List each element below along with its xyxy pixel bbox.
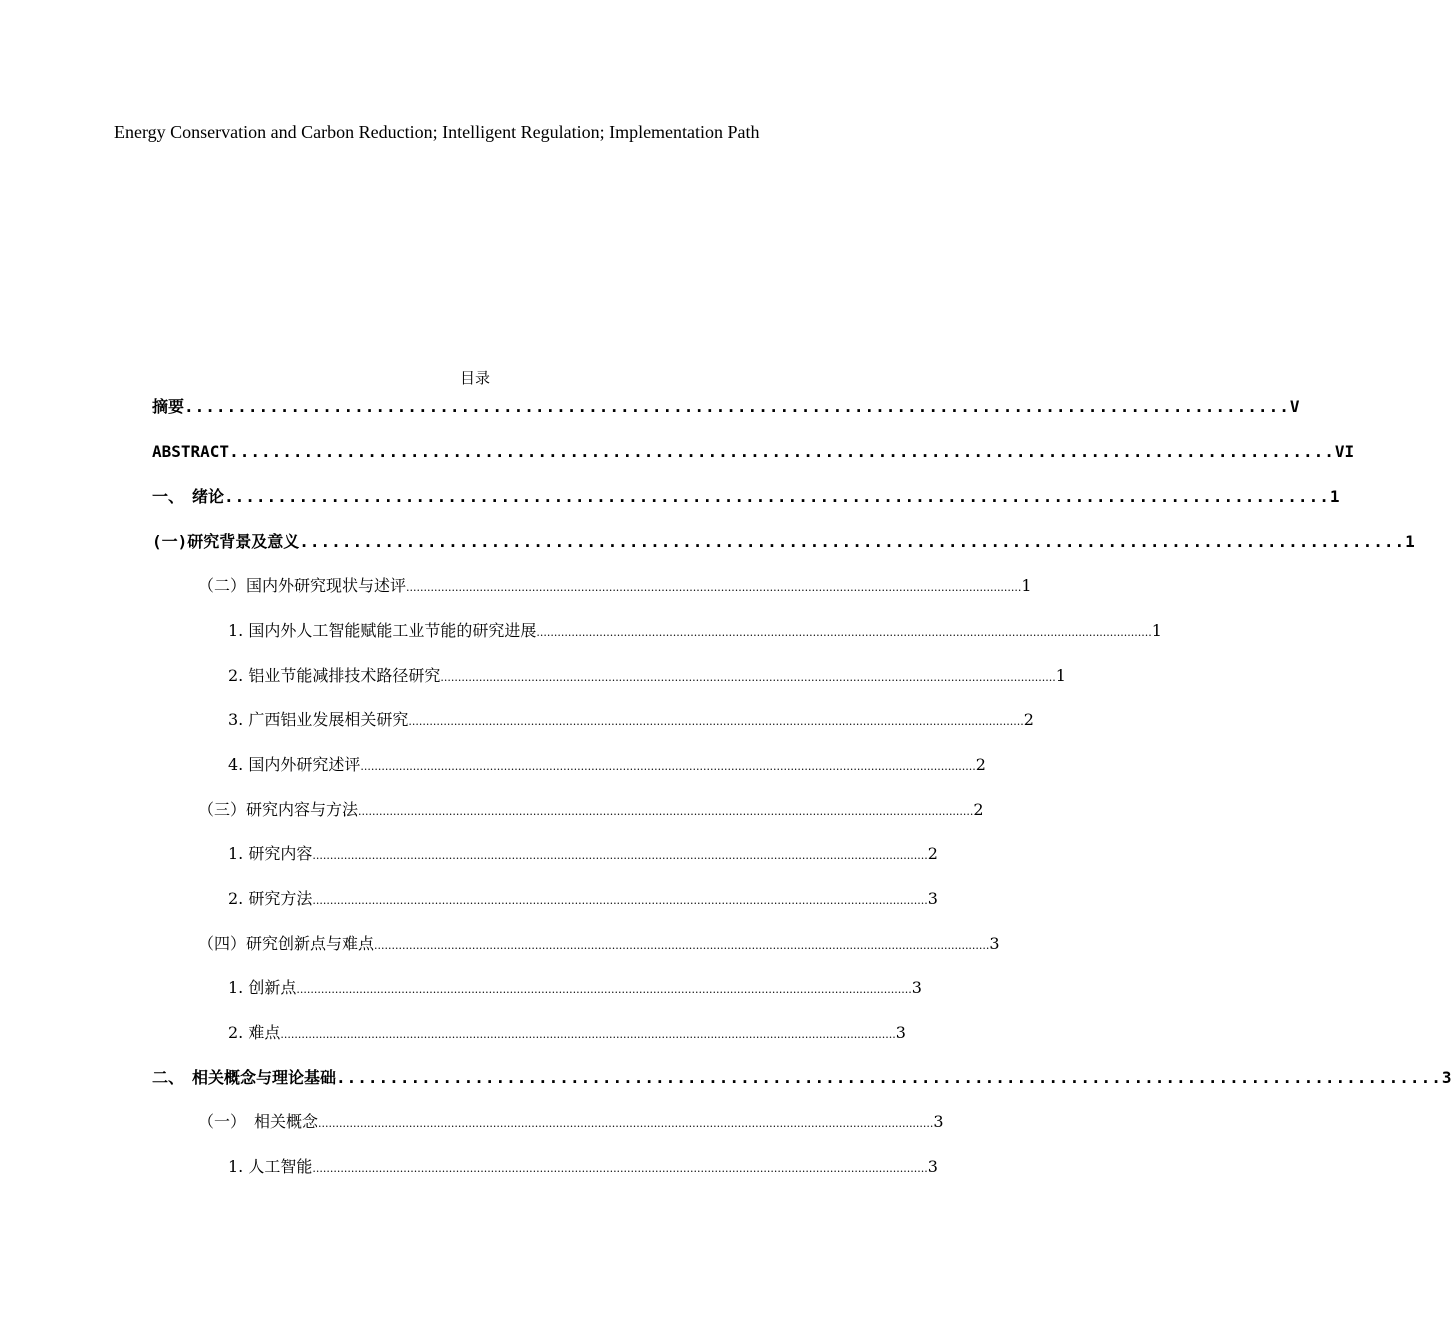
toc-leader: ................................................................................................................................................................................	[296, 983, 912, 996]
toc-page-number: 1	[1405, 532, 1415, 551]
toc-entry-label: 2. 铝业节能减排技术路径研究	[228, 666, 441, 685]
toc-entry-1-4-2[interactable]	[228, 1021, 906, 1045]
toc-page-number: 3	[989, 934, 1000, 953]
toc-leader: ........................................................................................................	[229, 442, 1335, 461]
toc-leader: ................................................................................................................................................................................	[440, 671, 1056, 684]
toc-page-number: 2	[1023, 710, 1034, 729]
toc-entry-1-2[interactable]	[198, 574, 1032, 598]
toc-entry-label: 1. 人工智能	[228, 1157, 313, 1176]
toc-leader: ........................................................................................................	[184, 397, 1290, 416]
toc-entry-label: 一、 绪论	[152, 487, 225, 506]
toc-page-number: 1	[1329, 487, 1340, 506]
toc-entry-1-4[interactable]	[198, 932, 1000, 956]
toc-leader: ................................................................................................................................................................................	[358, 805, 974, 818]
toc-entry-label: 二、 相关概念与理论基础	[152, 1068, 337, 1087]
toc-leader: ................................................................................................................................................................................	[312, 1162, 928, 1175]
toc-entry-label: 4. 国内外研究述评	[228, 755, 361, 774]
toc-entry-abstract-cn[interactable]	[152, 395, 1300, 419]
toc-leader: ................................................................................................................................................................................	[408, 715, 1024, 728]
toc-entry-label: 1. 研究内容	[228, 844, 313, 863]
toc-page-number: 2	[973, 800, 984, 819]
toc-leader: ........................................................................................................	[299, 532, 1406, 551]
toc-leader: ................................................................................................................................................................................	[360, 760, 976, 773]
toc-page-number: 2	[975, 755, 986, 774]
toc-entry-1-2-4[interactable]	[228, 753, 986, 777]
toc-entry-label: (一)研究背景及意义	[152, 532, 300, 551]
toc-title: 目录	[459, 369, 490, 387]
toc-leader: ................................................................................................................................................................................	[374, 939, 990, 952]
toc-leader: ................................................................................................................................................................................	[536, 626, 1152, 639]
toc-page-number: 3	[927, 1157, 938, 1176]
toc-entry-chapter-1[interactable]	[152, 485, 1340, 509]
toc-page-number: 1	[1021, 576, 1032, 595]
toc-leader: ........................................................................................................	[224, 487, 1330, 506]
toc-entry-label: 2. 研究方法	[228, 889, 313, 908]
toc-page-number: 3	[1441, 1068, 1451, 1087]
toc-entry-label: （三）研究内容与方法	[198, 800, 359, 819]
toc-entry-1-3[interactable]	[198, 798, 984, 822]
toc-leader: ........................................................................................................	[336, 1068, 1442, 1087]
toc-entry-label: 摘要	[152, 397, 185, 416]
toc-entry-2-1-1[interactable]	[228, 1155, 938, 1179]
toc-entry-1-2-2[interactable]	[228, 664, 1066, 688]
toc-entry-1-4-1[interactable]	[228, 976, 922, 1000]
toc-page-number: 3	[927, 889, 938, 908]
toc-leader: ................................................................................................................................................................................	[318, 1117, 934, 1130]
toc-page-number: VI	[1334, 442, 1355, 461]
toc-page-number: 3	[895, 1023, 906, 1042]
toc-entry-label: ABSTRACT	[152, 442, 230, 461]
toc-leader: ................................................................................................................................................................................	[406, 581, 1022, 594]
toc-page-number: 3	[933, 1112, 944, 1131]
toc-page-number: 2	[927, 844, 938, 863]
toc-entry-2-1[interactable]	[198, 1110, 944, 1134]
toc-entry-label: 2. 难点	[228, 1023, 281, 1042]
toc-entry-chapter-2[interactable]	[152, 1066, 1451, 1090]
toc-leader: ................................................................................................................................................................................	[312, 849, 928, 862]
toc-entry-1-2-1[interactable]	[228, 619, 1162, 643]
keywords-line: Energy Conservation and Carbon Reduction; Intelligent Regulation; Implementation Path	[114, 122, 760, 142]
toc-entry-1-3-1[interactable]	[228, 842, 938, 866]
toc-page-number: 3	[911, 978, 922, 997]
toc-entry-1-3-2[interactable]	[228, 887, 938, 911]
toc-page-number: V	[1289, 397, 1300, 416]
toc-entry-abstract-en[interactable]	[152, 440, 1355, 464]
toc-entry-label: 3. 广西铝业发展相关研究	[228, 710, 409, 729]
toc-entry-label: 1. 创新点	[228, 978, 297, 997]
toc-leader: ................................................................................................................................................................................	[312, 894, 928, 907]
toc-entry-label: 1. 国内外人工智能赋能工业节能的研究进展	[228, 621, 537, 640]
toc-entry-label: （四）研究创新点与难点	[198, 934, 375, 953]
toc-entry-label: （一） 相关概念	[198, 1112, 319, 1131]
toc-entry-label: （二）国内外研究现状与述评	[198, 576, 407, 595]
toc-page-number: 1	[1055, 666, 1066, 685]
toc-leader: ................................................................................................................................................................................	[280, 1028, 896, 1041]
toc-entry-1-2-3[interactable]	[228, 708, 1034, 732]
toc-entry-1-1[interactable]	[152, 530, 1415, 554]
toc-page-number: 1	[1151, 621, 1162, 640]
